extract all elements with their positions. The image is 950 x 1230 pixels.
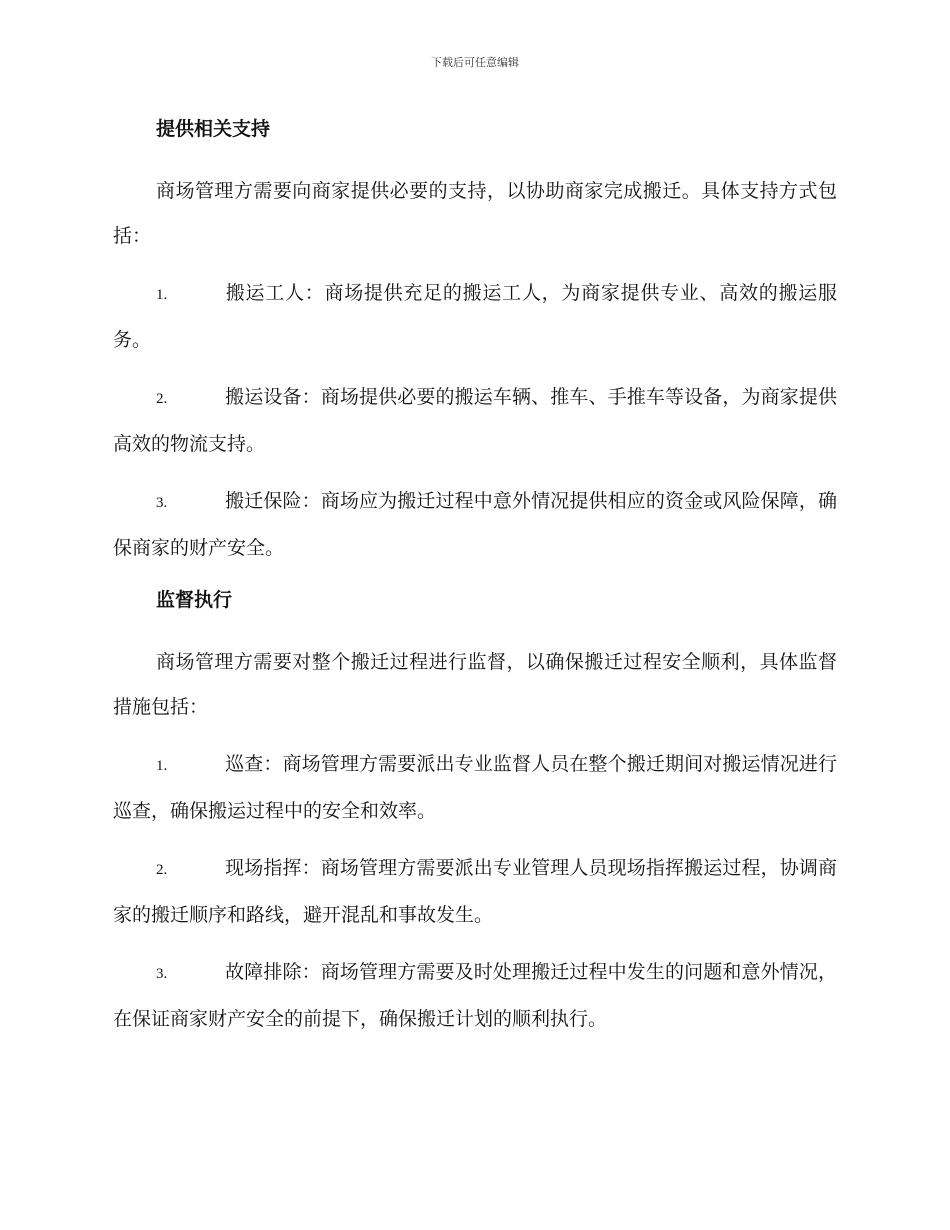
list-item: [113, 846, 837, 938]
list-item-text: 故障排除：商场管理方需要及时处理搬迁过程中发生的问题和意外情况，在保证商家财产安全的前提下，确保搬迁计划的顺利执行。: [113, 961, 837, 1030]
section-heading: 提供相关支持: [156, 118, 271, 140]
list-item: [113, 742, 837, 834]
list-item-text: 搬迁保险：商场应为搬迁过程中意外情况提供相应的资金或风险保障，确保商家的财产安全。: [113, 490, 837, 559]
list-item: [113, 271, 837, 363]
list-item-number: 2.: [156, 862, 168, 878]
section-intro: 商场管理方需要向商家提供必要的支持，以协助商家完成搬迁。具体支持方式包括：: [113, 180, 837, 247]
list-item: [113, 479, 837, 571]
list-item-number: 3.: [156, 495, 168, 511]
list-item-number: 1.: [156, 287, 168, 303]
document-body: [113, 112, 837, 1054]
list-item-number: 3.: [156, 966, 168, 982]
list-item-text: 搬运工人：商场提供充足的搬运工人，为商家提供专业、高效的搬运服务。: [113, 282, 837, 351]
list-item-text: 搬运设备：商场提供必要的搬运车辆、推车、手推车等设备，为商家提供高效的物流支持。: [113, 386, 837, 455]
section-intro: 商场管理方需要对整个搬迁过程进行监督，以确保搬迁过程安全顺利，具体监督措施包括：: [113, 651, 837, 718]
section-heading: 监督执行: [156, 589, 233, 611]
list-item-number: 1.: [156, 758, 168, 774]
list-item-text: 现场指挥：商场管理方需要派出专业管理人员现场指挥搬运过程，协调商家的搬迁顺序和路线，避开混乱和事故发生。: [113, 857, 837, 926]
list-item: [113, 375, 837, 467]
list-item-number: 2.: [156, 391, 168, 407]
list-item-text: 巡查：商场管理方需要派出专业监督人员在整个搬迁期间对搬运情况进行巡查，确保搬运过程中的安全和效率。: [113, 753, 837, 822]
list-item: [113, 950, 837, 1042]
page-header: 下载后可任意编辑: [431, 56, 519, 69]
